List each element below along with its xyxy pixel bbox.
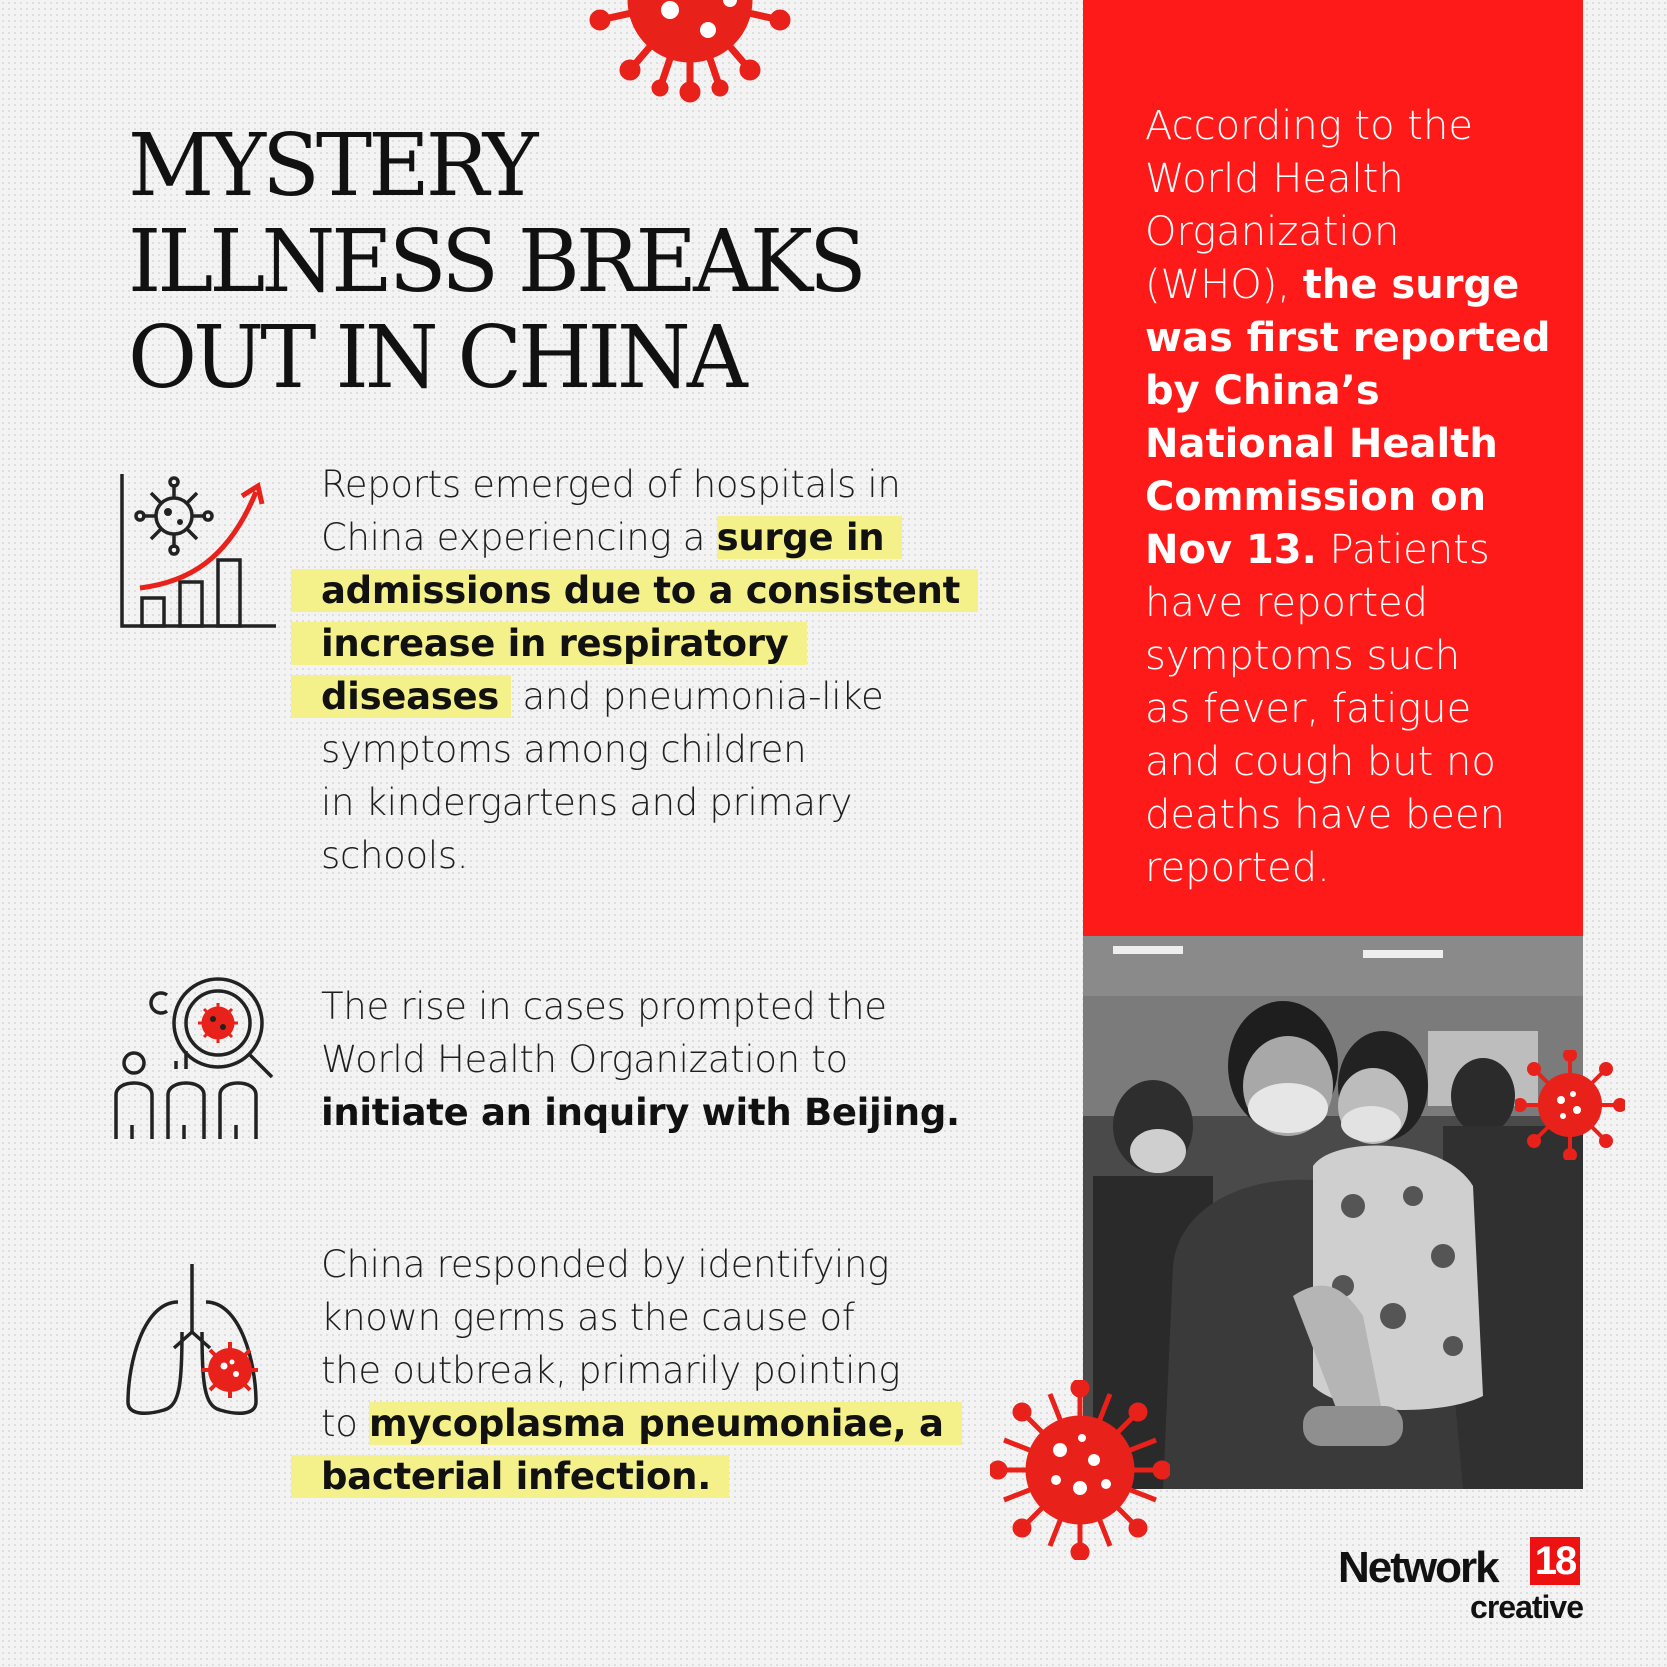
highlight: bacterial infection. [291,1455,729,1498]
point-1-line: Reports emerged of hospitals in [321,463,901,506]
who-info-text [1145,100,1551,895]
point-1-line: schools. [321,834,469,877]
highlight: admissions due to a consistent [291,569,978,612]
who-line: by China’s [1145,368,1380,414]
point-1-line: diseases and pneumonia-like [321,670,978,723]
logo-creative-text: creative [1470,1589,1583,1625]
logo-network-text: Network [1338,1543,1498,1592]
point-2-line: initiate an inquiry with Beijing. [321,1091,960,1134]
title-line-2: ILLNESS BREAKS [128,212,863,312]
point-2-line: The rise in cases prompted the [321,985,887,1028]
point-3-text [321,1238,962,1503]
point-3-line: the outbreak, primarily pointing [321,1349,901,1392]
who-line: was first reported [1145,315,1551,361]
infected-lungs-icon [124,1262,274,1422]
who-line: (WHO), the surge [1145,262,1520,308]
who-line: According to the [1145,103,1473,149]
who-line: World Health [1145,156,1404,202]
who-info-panel [1083,0,1583,936]
virus-icon [990,1380,1170,1560]
who-line: have reported [1145,580,1429,626]
point-1-line: symptoms among children [321,728,807,771]
point-1-line [321,617,978,670]
who-line: Organization [1145,209,1400,255]
point-2-line: World Health Organization to [321,1038,848,1081]
point-3-line: to mycoplasma pneumoniae, a [321,1397,962,1450]
who-line: symptoms such [1145,633,1461,679]
network18-logo [1338,1535,1583,1625]
who-line: Nov 13. Patients [1145,527,1490,573]
point-1-line [321,564,978,617]
who-line: reported. [1145,845,1330,891]
who-line: National Health [1145,421,1498,467]
highlight: diseases [291,675,511,718]
title-line-1: MYSTERY [128,116,535,216]
point-1-line: in kindergartens and primary [321,781,853,824]
highlight: surge in [717,516,903,559]
who-line: Commission on [1145,474,1487,520]
who-line: as fever, fatigue [1145,686,1472,732]
who-line: deaths have been [1145,792,1505,838]
highlight: mycoplasma pneumoniae, a [369,1402,962,1445]
page-title [128,118,863,406]
point-2-text [321,980,960,1139]
point-1-line: China experiencing a surge in [321,511,978,564]
investigation-team-icon [112,975,282,1140]
virus-icon [540,0,840,130]
logo-number-badge: 18 [1530,1537,1580,1585]
virus-icon [1515,1050,1625,1160]
who-line: and cough but no [1145,739,1496,785]
title-line-3: OUT IN CHINA [128,308,744,408]
rising-cases-chart-icon [118,470,280,630]
point-3-line [321,1450,962,1503]
point-3-line: China responded by identifying [321,1243,890,1286]
highlight: increase in respiratory [291,622,807,665]
point-1-text [321,458,978,882]
point-3-line: known germs as the cause of [321,1296,855,1339]
